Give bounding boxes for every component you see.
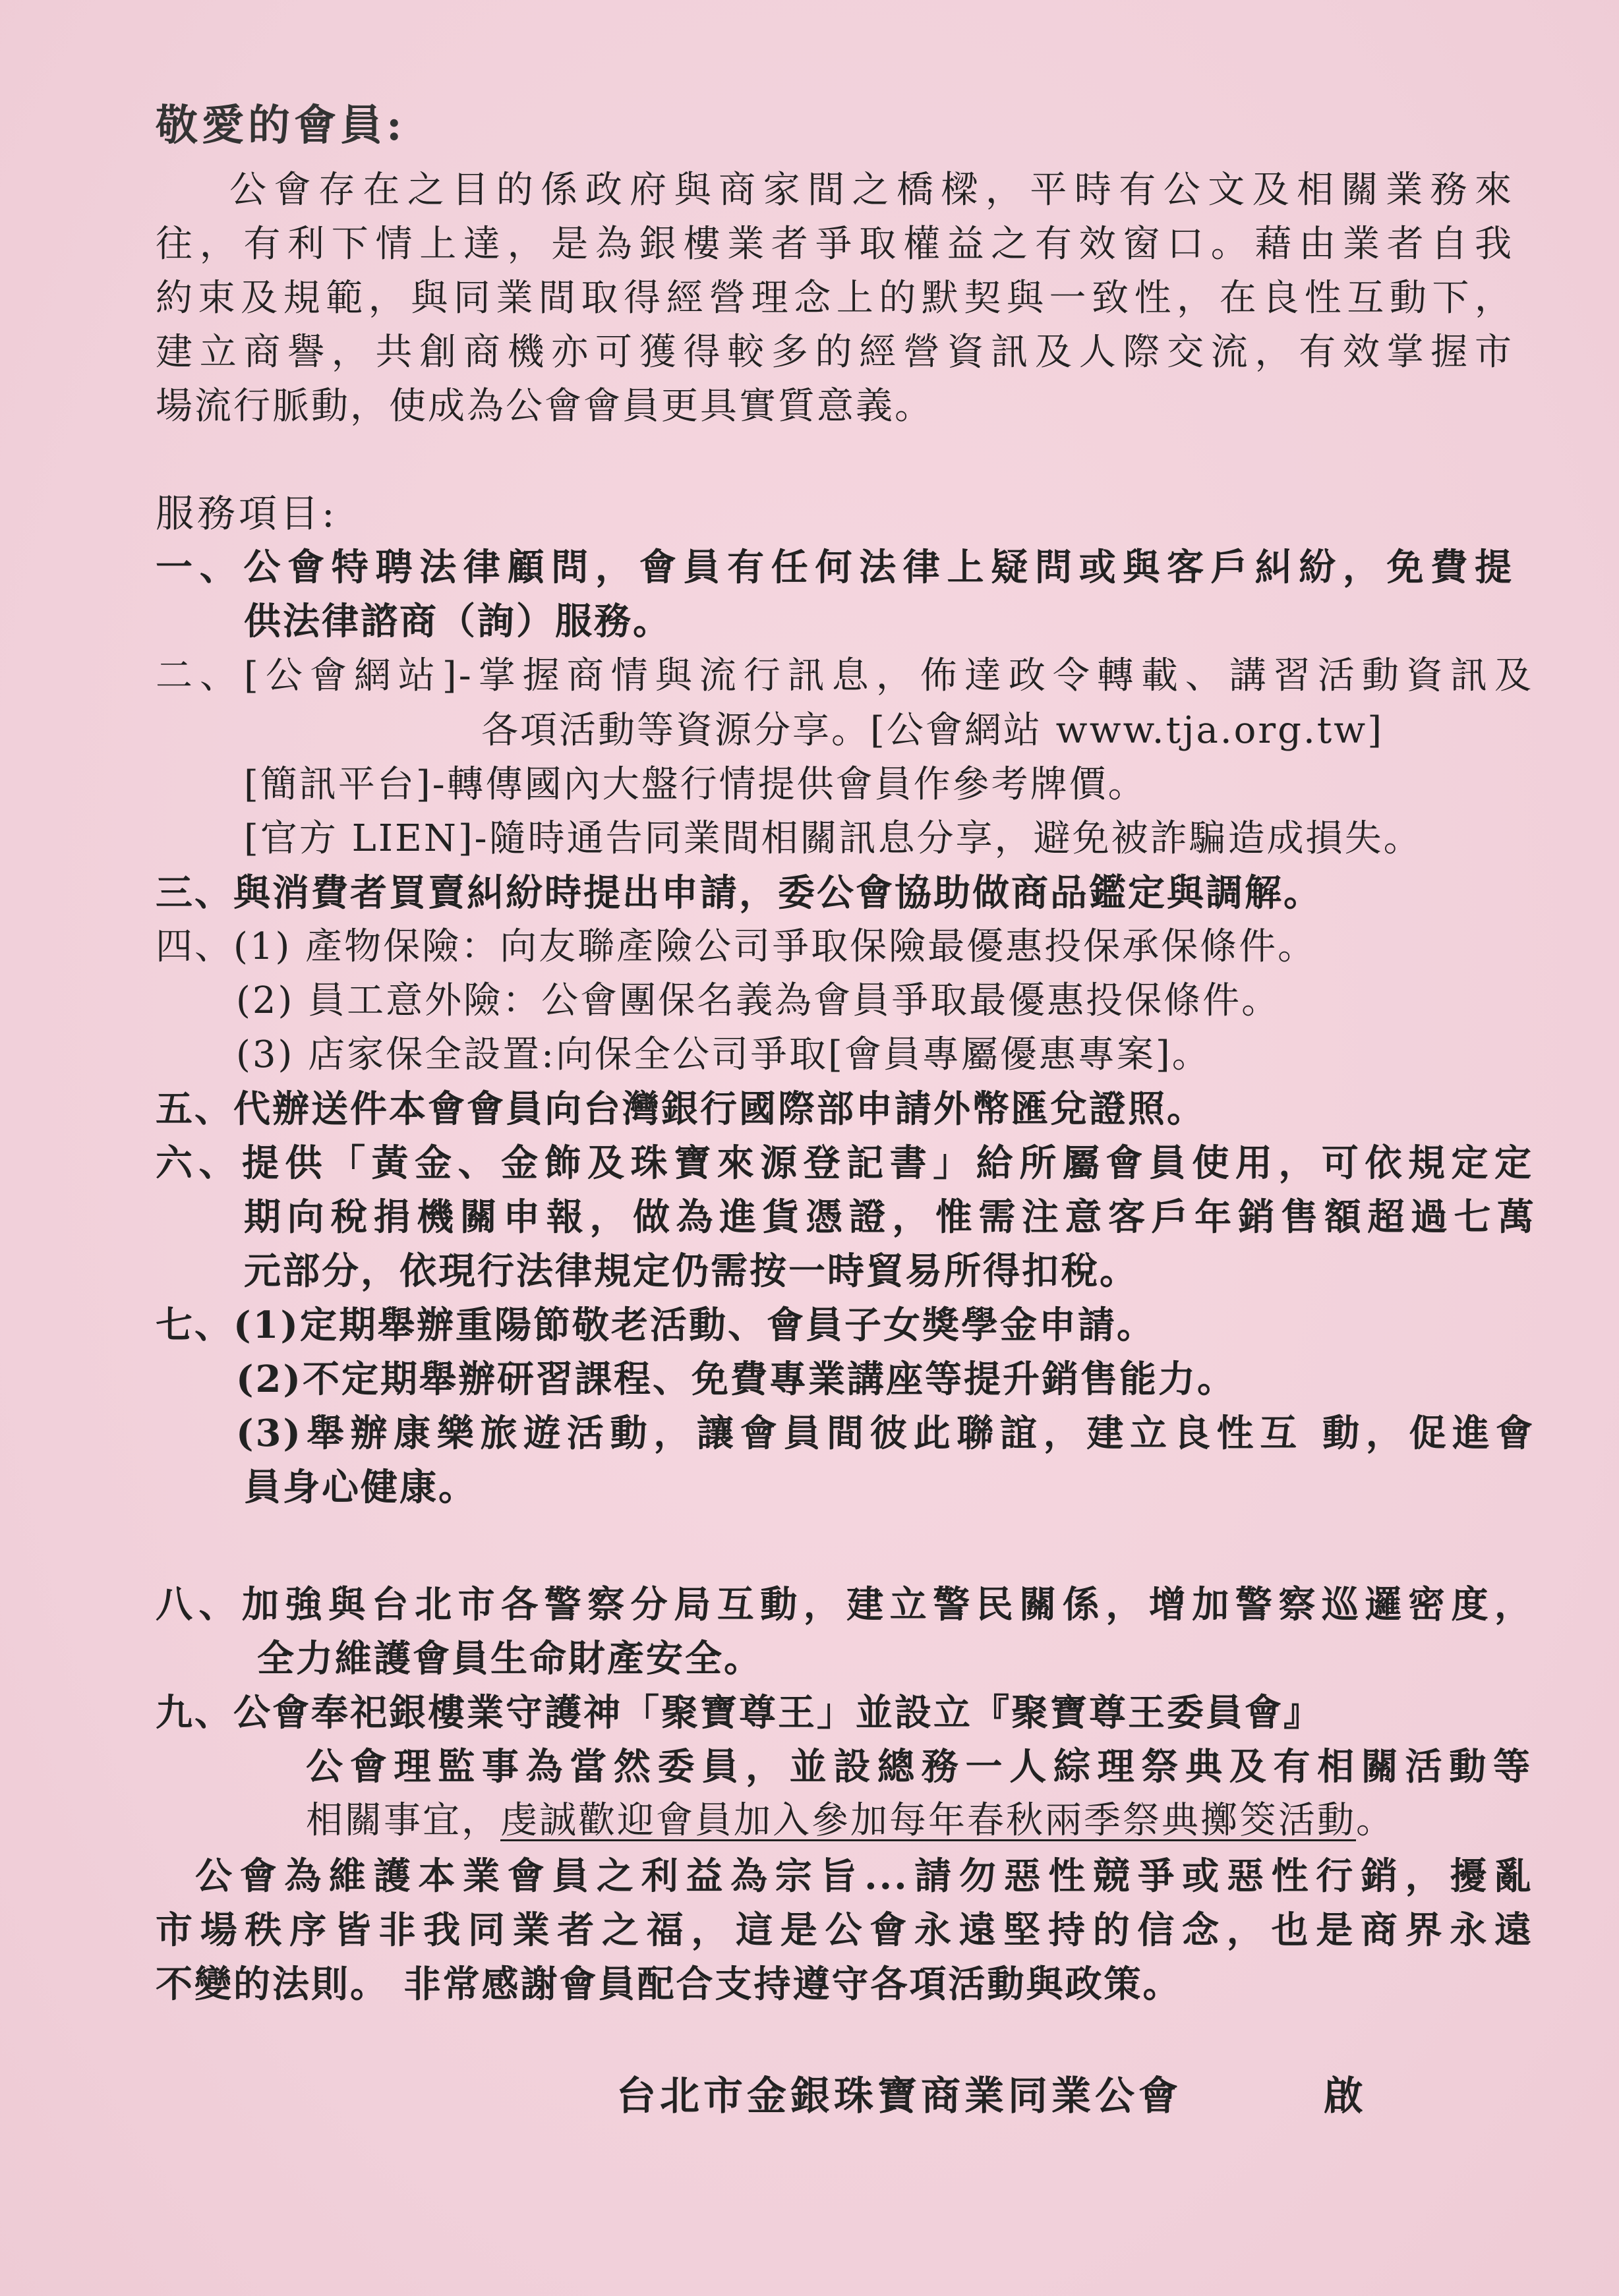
service-item-9-end: 。 (1356, 1799, 1395, 1842)
service-item-7-3: (3)舉辦康樂旅遊活動，讓會員間彼此聯誼，建立良性互 動，促進會 (236, 1412, 1535, 1455)
service-item-9-cont: 公會理監事為當然委員，並設總務一人綜理祭典及有相關活動等 (306, 1745, 1532, 1789)
service-item-1-cont: 供法律諮商（詢）服務。 (244, 600, 672, 643)
service-item-7: 七、(1)定期舉辦重陽節敬老活動、會員子女獎學金申請。 (156, 1304, 1156, 1347)
service-item-4-3: (3) 店家保全設置:向保全公司爭取[會員專屬優惠專案]。 (236, 1033, 1211, 1076)
service-item-7-3-cont: 員身心健康。 (244, 1466, 477, 1509)
service-item-4-2: (2) 員工意外險：公會團保名義為會員爭取最優惠投保條件。 (236, 979, 1281, 1022)
service-item-7-2: (2)不定期舉辦研習課程、免費專業講座等提升銷售能力。 (236, 1358, 1236, 1401)
service-item-2-website: 各項活動等資源分享。[公會網站 www.tja.org.tw] (481, 709, 1384, 752)
service-item-9-cont (306, 1794, 1395, 1848)
service-item-1: 一、公會特聘法律顧問，會員有任何法律上疑問或與客戶糾紛，免費提 (156, 546, 1514, 589)
service-item-9-underlined: 虔誠歡迎會員加入參加每年春秋兩季祭典擲筊活動 (500, 1799, 1356, 1842)
service-item-5: 五、代辦送件本會會員向台灣銀行國際部申請外幣匯兌證照。 (156, 1087, 1206, 1131)
closing-line: 公會為維護本業會員之利益為宗旨...請勿惡性競爭或惡性行銷，擾亂 (195, 1854, 1533, 1898)
closing-line: 市場秩序皆非我同業者之福，這是公會永遠堅持的信念，也是商界永遠 (156, 1909, 1533, 1952)
service-item-6-cont: 期向稅捐機關申報，做為進貨憑證，惟需注意客戶年銷售額超過七萬 (244, 1195, 1536, 1239)
service-item-6: 六、提供「黃金、金飾及珠寶來源登記書」給所屬會員使用，可依規定定 (156, 1141, 1533, 1185)
service-item-9-text: 相關事宜， (306, 1799, 500, 1842)
service-item-2-sms: [簡訊平台]-轉傳國內大盤行情提供會員作參考牌價。 (244, 763, 1147, 806)
service-item-2-line: [官方 LIEN]-隨時通告同業間相關訊息分享，避免被詐騙造成損失。 (244, 817, 1423, 860)
intro-line: 場流行脈動，使成為公會會員更具實質意義。 (156, 385, 933, 428)
service-item-4: 四、(1) 產物保險：向友聯產險公司爭取保險最優惠投保承保條件。 (156, 925, 1317, 968)
service-item-6-cont: 元部分，依現行法律規定仍需按一時貿易所得扣稅。 (244, 1249, 1138, 1293)
closing-line: 不變的法則。 非常感謝會員配合支持遵守各項活動與政策。 (156, 1963, 1182, 2006)
service-item-8: 八、加強與台北市各警察分局互動，建立警民關係，增加警察巡邏密度， (156, 1583, 1533, 1626)
service-item-3: 三、與消費者買賣糾紛時提出申請，委公會協助做商品鑑定與調解。 (156, 871, 1322, 915)
services-heading: 服務項目: (156, 491, 338, 536)
signature-suffix: 啟 (1324, 2073, 1367, 2119)
intro-line: 公會存在之目的係政府與商家間之橋樑，平時有公文及相關業務來 (229, 169, 1514, 212)
service-item-2: 二、[公會網站]-掌握商情與流行訊息，佈達政令轉載、講習活動資訊及 (156, 654, 1533, 697)
intro-line: 約束及規範，與同業間取得經營理念上的默契與一致性，在良性互動下， (156, 277, 1514, 320)
service-item-9: 九、公會奉祀銀樓業守護神「聚寶尊王」並設立『聚寶尊王委員會』 (156, 1691, 1322, 1735)
service-item-8-cont: 全力維護會員生命財產安全。 (257, 1637, 763, 1680)
signature: 台北市金銀珠寶商業同業公會 (616, 2073, 1182, 2119)
intro-line: 建立商譽，共創商機亦可獲得較多的經營資訊及人際交流，有效掌握市 (156, 331, 1514, 374)
greeting: 敬愛的會員: (156, 101, 406, 150)
intro-line: 往，有利下情上達，是為銀樓業者爭取權益之有效窗口。藉由業者自我 (156, 223, 1514, 266)
